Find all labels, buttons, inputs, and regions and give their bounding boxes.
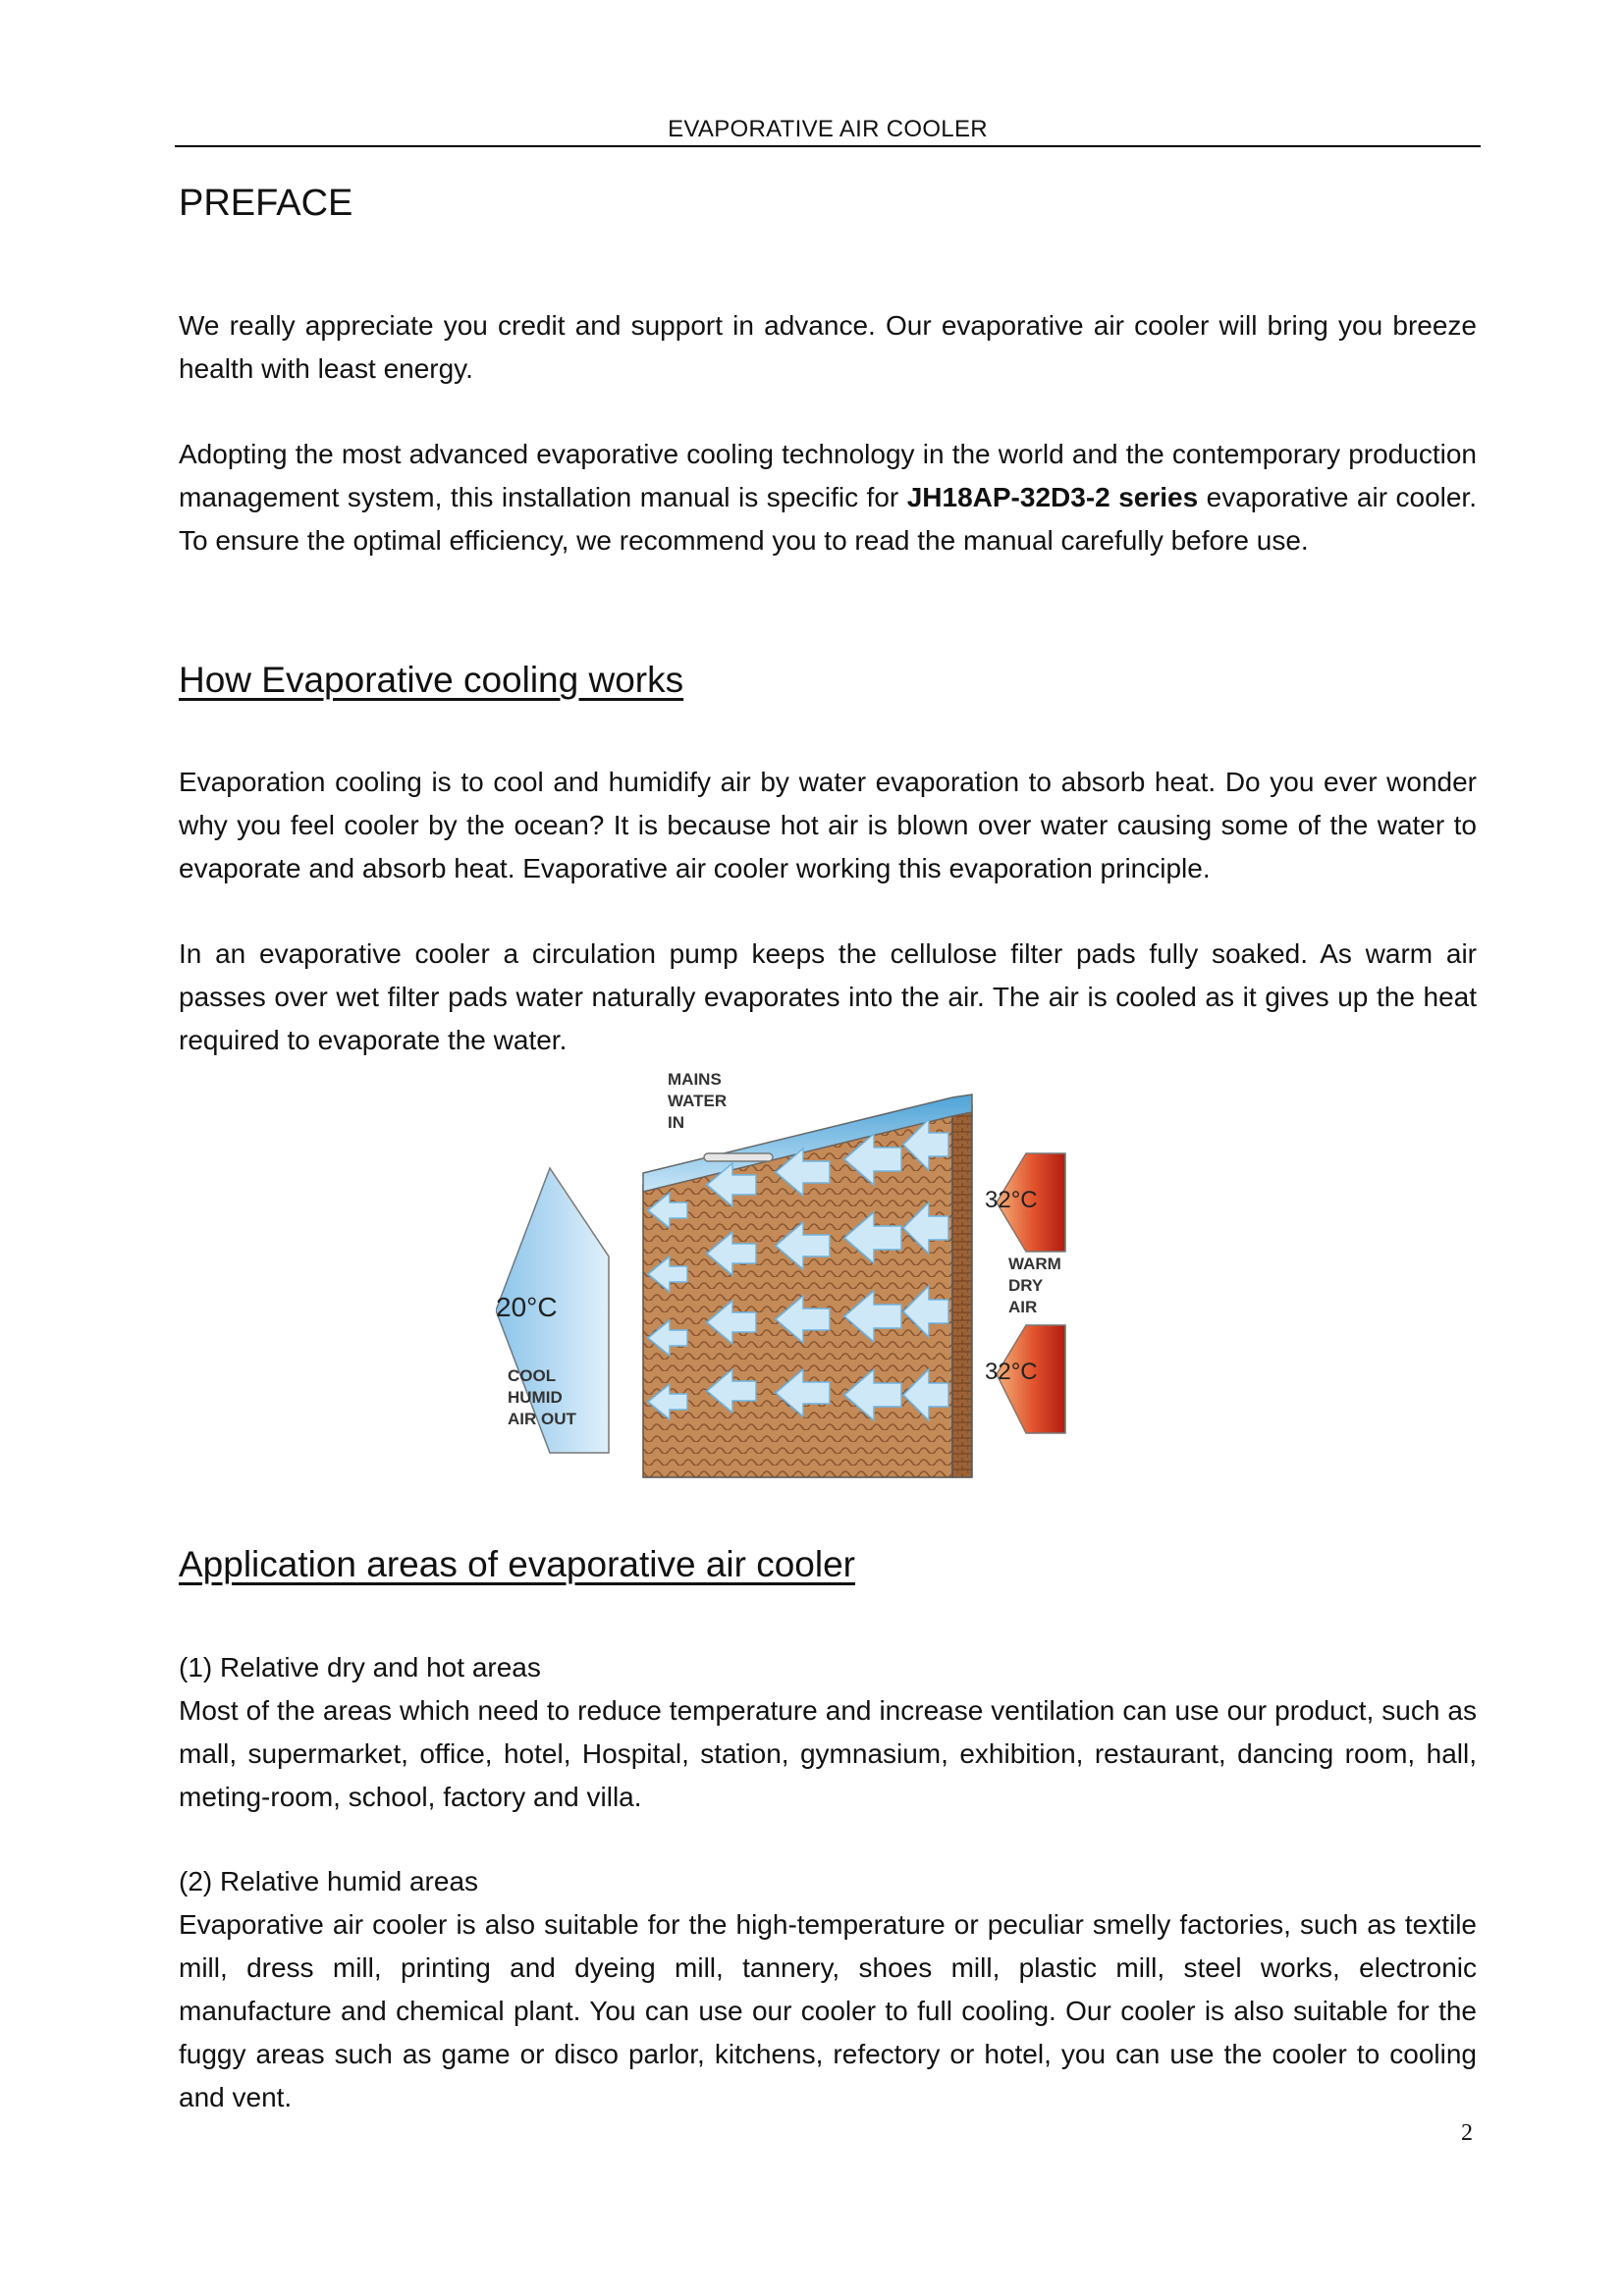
evaporative-cooling-diagram — [496, 1065, 1085, 1487]
application-2-text: Evaporative air cooler is also suitable for the high-temperature or peculiar smelly factories, such as textile mill, dress mill, printing and dyeing mill, tannery, shoes mill, plastic mill, steel works, electronic manufacture and chemical plant. You can use our cooler to full cooling. Our cooler is also suitable for the fuggy areas such as game or disco parlor, kitchens, refectory or hotel, you can use the cooler to cooling and vent. — [179, 1909, 1477, 2112]
warm-air-temperature-top: 32°C — [985, 1187, 1038, 1213]
header-rule — [175, 145, 1481, 147]
how-it-works-heading: How Evaporative cooling works — [179, 660, 684, 700]
preface-text-after-model: evaporative air cooler. To ensure the optimal efficiency, we recommend you to read the manual carefully before use. — [179, 482, 1477, 556]
application-1-text: Most of the areas which need to reduce temperature and increase ventilation can use our product, such as mall, supermarket, office, hotel, Hospital, station, gymnasium, exhibition, restaurant, dancing room, hall, meting-room, school, factory and villa. — [179, 1695, 1477, 1812]
cool-label-line-3: AIR OUT — [508, 1410, 576, 1428]
cooling-pad-side — [952, 1106, 972, 1477]
cool-air-temperature: 20°C — [496, 1292, 558, 1322]
application-1-heading: (1) Relative dry and hot areas — [179, 1652, 541, 1682]
mains-label-line-2: WATER — [668, 1092, 728, 1110]
preface-paragraph-2 — [179, 433, 1477, 562]
preface-text-before-model: Adopting the most advanced evaporative cooling technology in the world and the contemporary production management system, this installation manual is specific for — [179, 439, 1477, 512]
warm-label-line-1: WARM — [1008, 1255, 1061, 1273]
running-header: EVAPORATIVE AIR COOLER — [668, 116, 988, 142]
warm-label-line-2: DRY — [1008, 1276, 1044, 1295]
model-number: JH18AP-32D3-2 series — [906, 482, 1199, 512]
mains-label-line-3: IN — [668, 1113, 684, 1132]
cool-label-line-1: COOL — [508, 1366, 557, 1385]
applications-heading: Application areas of evaporative air cooler — [179, 1544, 855, 1584]
preface-title: PREFACE — [179, 183, 353, 224]
preface-paragraph-1: We really appreciate you credit and support in advance. Our evaporative air cooler will bring you breeze health with least energy. — [179, 310, 1477, 384]
page-number: 2 — [1461, 2120, 1473, 2146]
mains-water-pipe — [704, 1153, 773, 1161]
how-it-works-paragraph-1: Evaporation cooling is to cool and humidify air by water evaporation to absorb heat. Do you ever wonder why you feel cooler by the ocean? It is because hot air is blown over water causing some of the water to evaporate and absorb heat. Evaporative air cooler working this evaporation principle. — [179, 767, 1477, 883]
mains-label-line-1: MAINS — [668, 1070, 722, 1089]
how-it-works-paragraph-2: In an evaporative cooler a circulation pump keeps the cellulose filter pads fully soaked. As warm air passes over wet filter pads water naturally evaporates into the air. The air is cooled as it gives up the heat required to evaporate the water. — [179, 938, 1477, 1055]
application-2-heading: (2) Relative humid areas — [179, 1866, 479, 1896]
cool-label-line-2: HUMID — [508, 1388, 563, 1407]
warm-air-temperature-bottom: 32°C — [985, 1359, 1038, 1385]
warm-label-line-3: AIR — [1008, 1298, 1038, 1316]
